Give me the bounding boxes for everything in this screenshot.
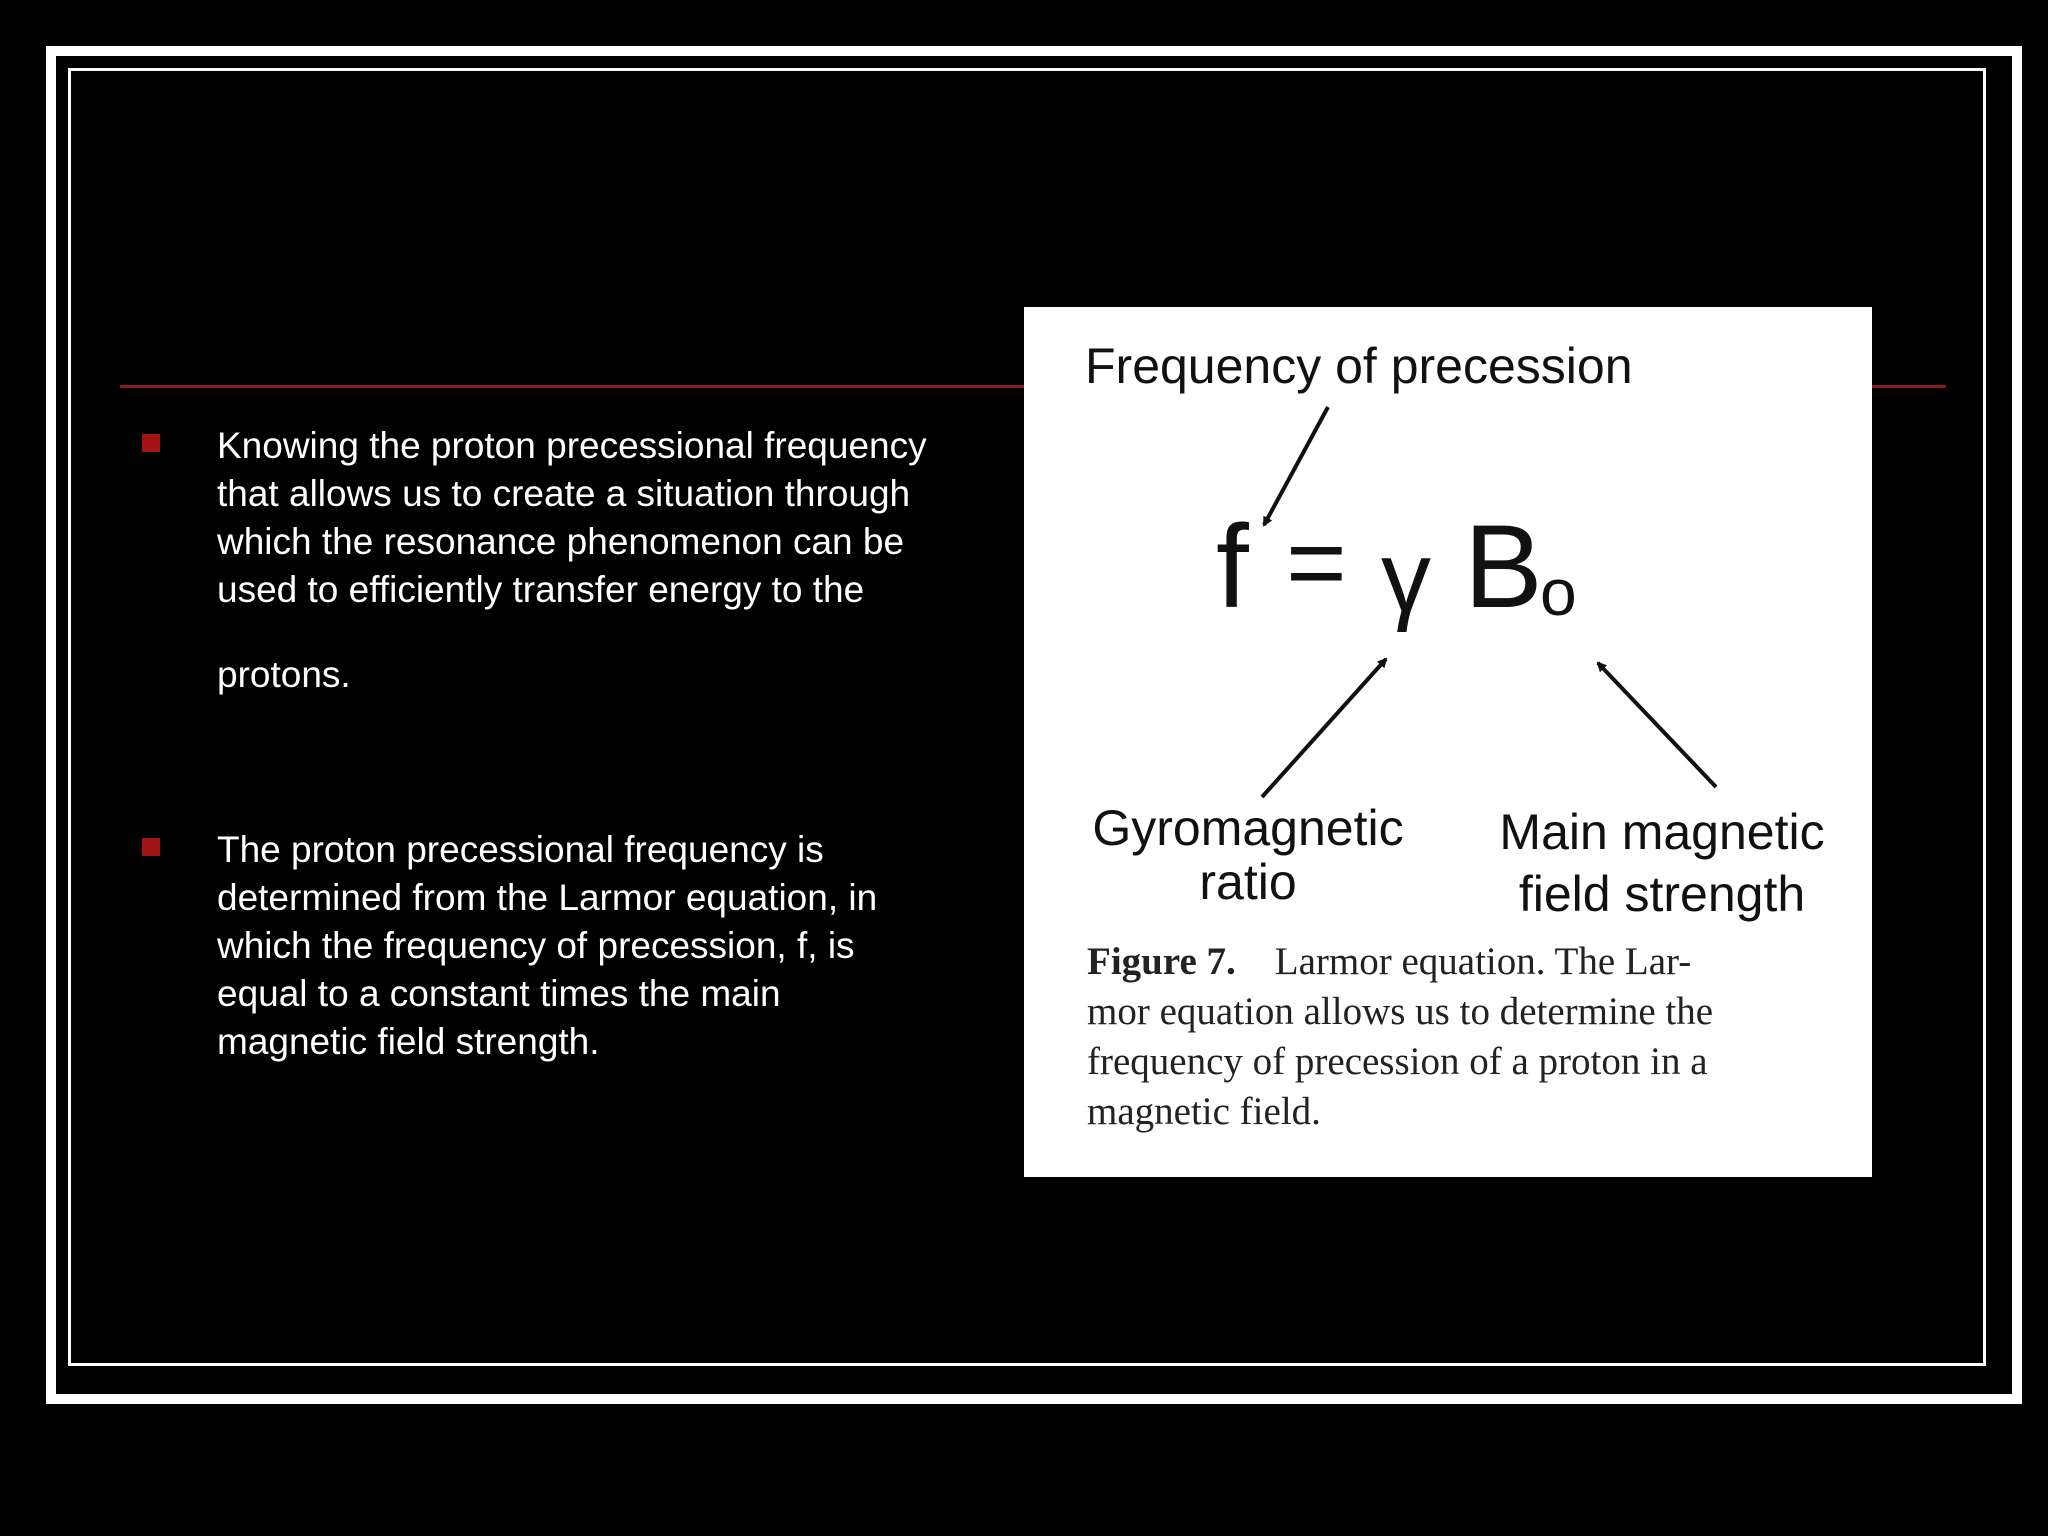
arrow-to-b0-icon <box>1598 663 1716 787</box>
caption-line: magnetic field. <box>1087 1090 1321 1133</box>
bullet-line: which the resonance phenomenon can be <box>217 521 905 562</box>
main-magnetic-field-label <box>1482 801 1842 925</box>
bullet-line: protons. <box>217 654 351 695</box>
bullet-line: determined from the Larmor equation, in <box>217 877 878 918</box>
eq-equals: = <box>1286 505 1347 621</box>
gyromagnetic-ratio-label <box>1083 801 1413 909</box>
bullet-text-1 <box>217 422 1007 699</box>
label-line: ratio <box>1199 854 1297 910</box>
caption-text: Larmor equation. The Lar- <box>1274 940 1692 983</box>
frequency-of-precession-label: Frequency of precession <box>1085 338 1633 394</box>
eq-gamma: γ <box>1381 521 1431 633</box>
arrow-to-gamma-icon <box>1262 659 1386 797</box>
eq-subscript-o: o <box>1540 555 1577 629</box>
bullet-marker <box>142 838 160 856</box>
bullet-line: which the frequency of precession, f, is <box>217 925 855 966</box>
caption-line: mor equation allows us to determine the <box>1087 990 1714 1033</box>
eq-f: f <box>1216 501 1249 633</box>
larmor-equation-figure <box>1024 307 1872 1177</box>
caption-line <box>1087 937 1847 987</box>
bullet-marker <box>142 434 160 452</box>
label-line: field strength <box>1518 866 1806 922</box>
eq-b: B <box>1464 501 1543 633</box>
figure-caption <box>1087 937 1847 1137</box>
bullet-line: equal to a constant times the main <box>217 973 781 1014</box>
caption-line: frequency of precession of a proton in a <box>1087 1040 1708 1083</box>
label-line: Gyromagnetic <box>1092 800 1404 856</box>
bullet-line: Knowing the proton precessional frequency <box>217 425 927 466</box>
caption-figure-label: Figure 7. <box>1087 940 1236 983</box>
bullet-line: The proton precessional frequency is <box>217 829 824 870</box>
bullet-line: that allows us to create a situation through <box>217 473 911 514</box>
bullet-line: used to efficiently transfer energy to the <box>217 569 865 610</box>
bullet-text-2 <box>217 826 1007 1066</box>
bullet-line: magnetic field strength. <box>217 1021 600 1062</box>
label-line: Main magnetic <box>1499 804 1825 860</box>
